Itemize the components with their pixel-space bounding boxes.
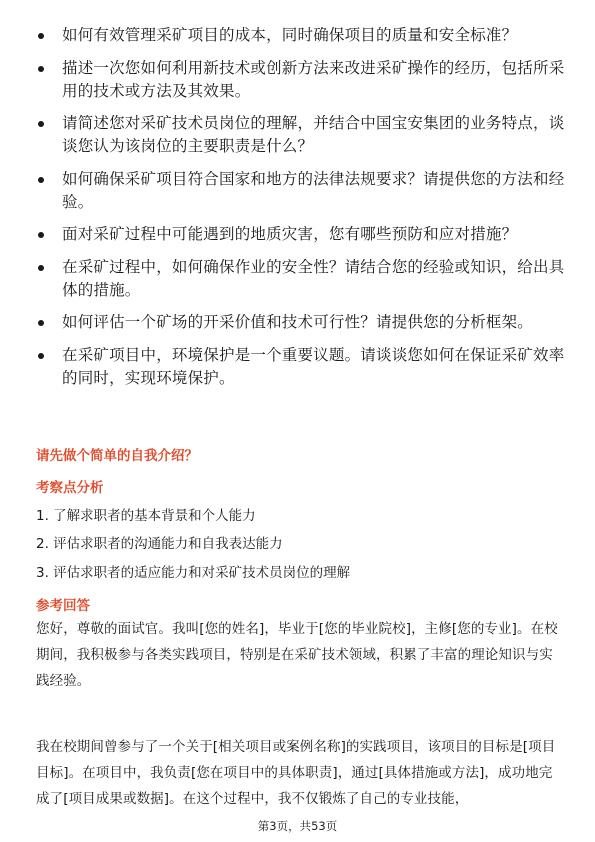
question-list bbox=[36, 24, 566, 399]
bullet-icon bbox=[38, 121, 44, 127]
bullet-icon bbox=[38, 66, 44, 72]
bullet-icon bbox=[38, 320, 44, 326]
answer-paragraph-1: 您好，尊敬的面试官。我叫[您的姓名]，毕业于[您的毕业院校]，主修[您的专业]。在校期间，我积极参与各类实践项目，特别是在采矿技术领域，积累了丰富的理论知识与实践经验。 bbox=[36, 621, 558, 689]
page-number: 第3页，共53页 bbox=[257, 819, 338, 833]
list-item: 如何有效管理采矿项目的成本，同时确保项目的质量和安全标准？ bbox=[36, 24, 566, 47]
bullet-icon bbox=[38, 33, 44, 39]
list-item: 描述一次您如何利用新技术或创新方法来改进采矿操作的经历，包括所采用的技术或方法及其效果。 bbox=[36, 57, 566, 103]
answer-paragraph-2: 我在校期间曾参与了一个关于[相关项目或案例名称]的实践项目，该项目的目标是[项目目标]。在项目中，我负责[您在项目中的具体职责]，通过[具体措施或方法]，成功地完成了[项目成果或数据]。在这个过程中，我不仅锻炼了自己的专业技能， bbox=[36, 739, 556, 807]
list-item: 面对采矿过程中可能遇到的地质灾害，您有哪些预防和应对措施？ bbox=[36, 223, 566, 246]
analysis-heading: 考察点分析 bbox=[36, 480, 104, 496]
answer-heading: 参考回答 bbox=[36, 598, 90, 614]
bullet-icon bbox=[38, 177, 44, 183]
analysis-item: 2. 评估求职者的沟通能力和自我表达能力 bbox=[36, 536, 283, 552]
list-item: 如何确保采矿项目符合国家和地方的法律法规要求？请提供您的方法和经验。 bbox=[36, 168, 566, 214]
list-item: 请简述您对采矿技术员岗位的理解，并结合中国宝安集团的业务特点，谈谈您认为该岗位的主要职责是什么？ bbox=[36, 112, 566, 158]
analysis-item: 1. 了解求职者的基本背景和个人能力 bbox=[36, 508, 256, 524]
list-item: 在采矿项目中，环境保护是一个重要议题。请谈谈您如何在保证采矿效率的同时，实现环境保护。 bbox=[36, 344, 566, 390]
bullet-icon bbox=[38, 265, 44, 271]
list-item: 在采矿过程中，如何确保作业的安全性？请结合您的经验或知识，给出具体的措施。 bbox=[36, 256, 566, 302]
analysis-item: 3. 评估求职者的适应能力和对采矿技术员岗位的理解 bbox=[36, 565, 351, 581]
bullet-icon bbox=[38, 353, 44, 359]
question-heading: 请先做个简单的自我介绍？ bbox=[36, 448, 198, 464]
bullet-icon bbox=[38, 232, 44, 238]
list-item: 如何评估一个矿场的开采价值和技术可行性？请提供您的分析框架。 bbox=[36, 311, 566, 334]
